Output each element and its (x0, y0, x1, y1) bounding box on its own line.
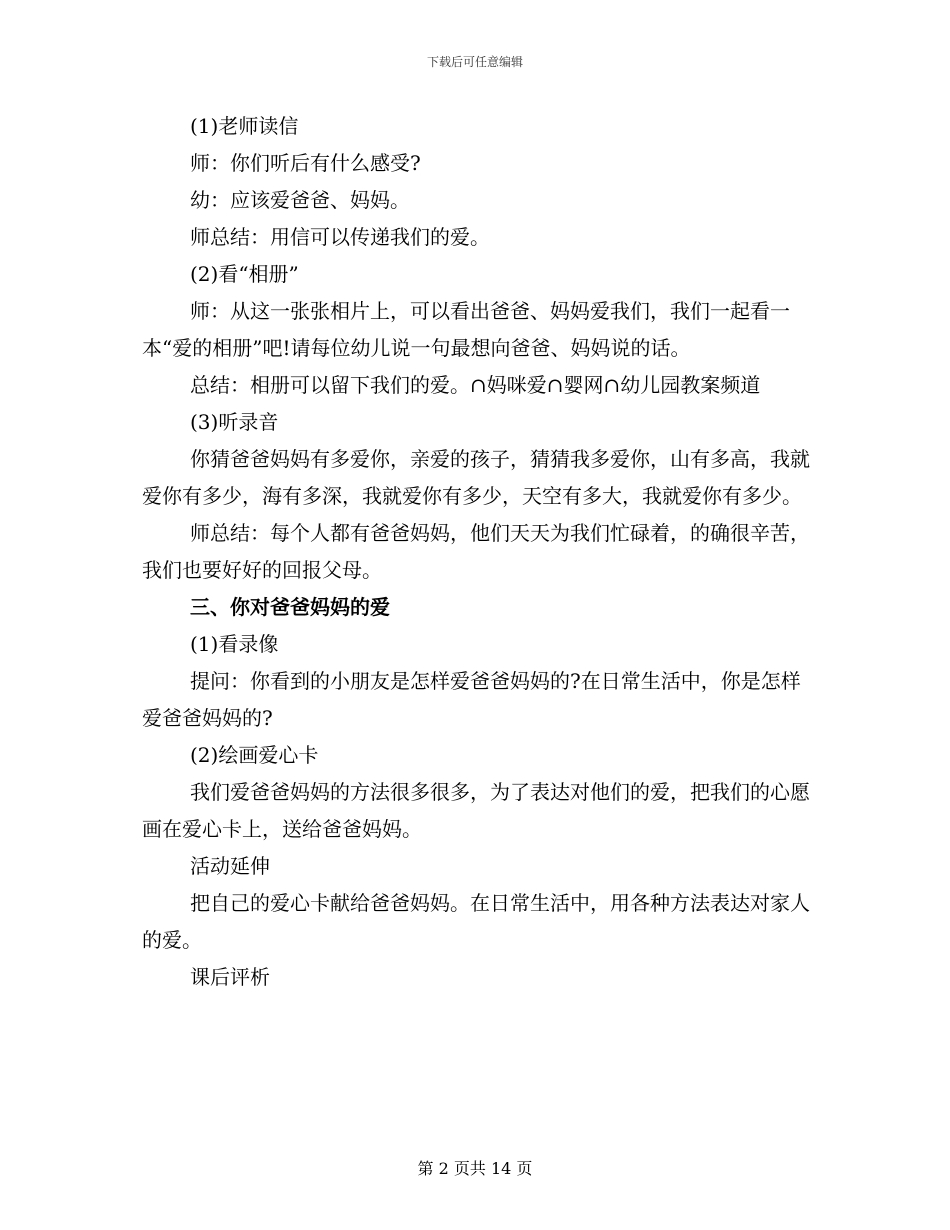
paragraph-13: 提问：你看到的小朋友是怎样爱爸爸妈妈的?在日常生活中，你是怎样爱爸爸妈妈的? (142, 669, 801, 730)
page-footer: 第 2 页共 14 页 (417, 1159, 533, 1178)
paragraph-3: 幼：应该爱爸爸、妈妈。 (190, 188, 410, 212)
paragraph-14: (2)绘画爱心卡 (190, 743, 319, 767)
paragraph-17: 把自己的爱心卡献给爸爸妈妈。在日常生活中，用各种方法表达对家人的爱。 (142, 891, 810, 952)
paragraph-15: 我们爱爸爸妈妈的方法很多很多，为了表达对他们的爱，把我们的心愿画在爱心卡上，送给爸爸妈妈。 (142, 780, 810, 841)
document-body (142, 108, 812, 996)
page-header: 下载后可任意编辑 (426, 55, 523, 69)
paragraph-6: 师：从这一张张相片上，可以看出爸爸、妈妈爱我们，我们一起看一本“爱的相册”吧!请每位幼儿说一句最想向爸爸、妈妈说的话。 (142, 299, 790, 360)
paragraph-18: 课后评析 (190, 965, 270, 989)
paragraph-16: 活动延伸 (190, 854, 270, 878)
paragraph-8: (3)听录音 (190, 410, 279, 434)
paragraph-10: 师总结：每个人都有爸爸妈妈，他们天天为我们忙碌着，的确很辛苦，我们也要好好的回报父母。 (142, 521, 810, 582)
paragraph-1: (1)老师读信 (190, 114, 299, 138)
paragraph-9: 你猜爸爸妈妈有多爱你，亲爱的孩子，猜猜我多爱你，山有多高，我就爱你有多少，海有多深，我就爱你有多少，天空有多大，我就爱你有多少。 (142, 447, 810, 508)
paragraph-5: (2)看“相册” (190, 262, 299, 286)
paragraph-12: (1)看录像 (190, 632, 279, 656)
section-heading: 三、你对爸爸妈妈的爱 (190, 595, 390, 619)
paragraph-2: 师：你们听后有什么感受? (190, 151, 421, 175)
paragraph-7: 总结：相册可以留下我们的爱。∩妈咪爱∩婴网∩幼儿园教案频道 (190, 373, 761, 397)
paragraph-4: 师总结：用信可以传递我们的爱。 (190, 225, 490, 249)
